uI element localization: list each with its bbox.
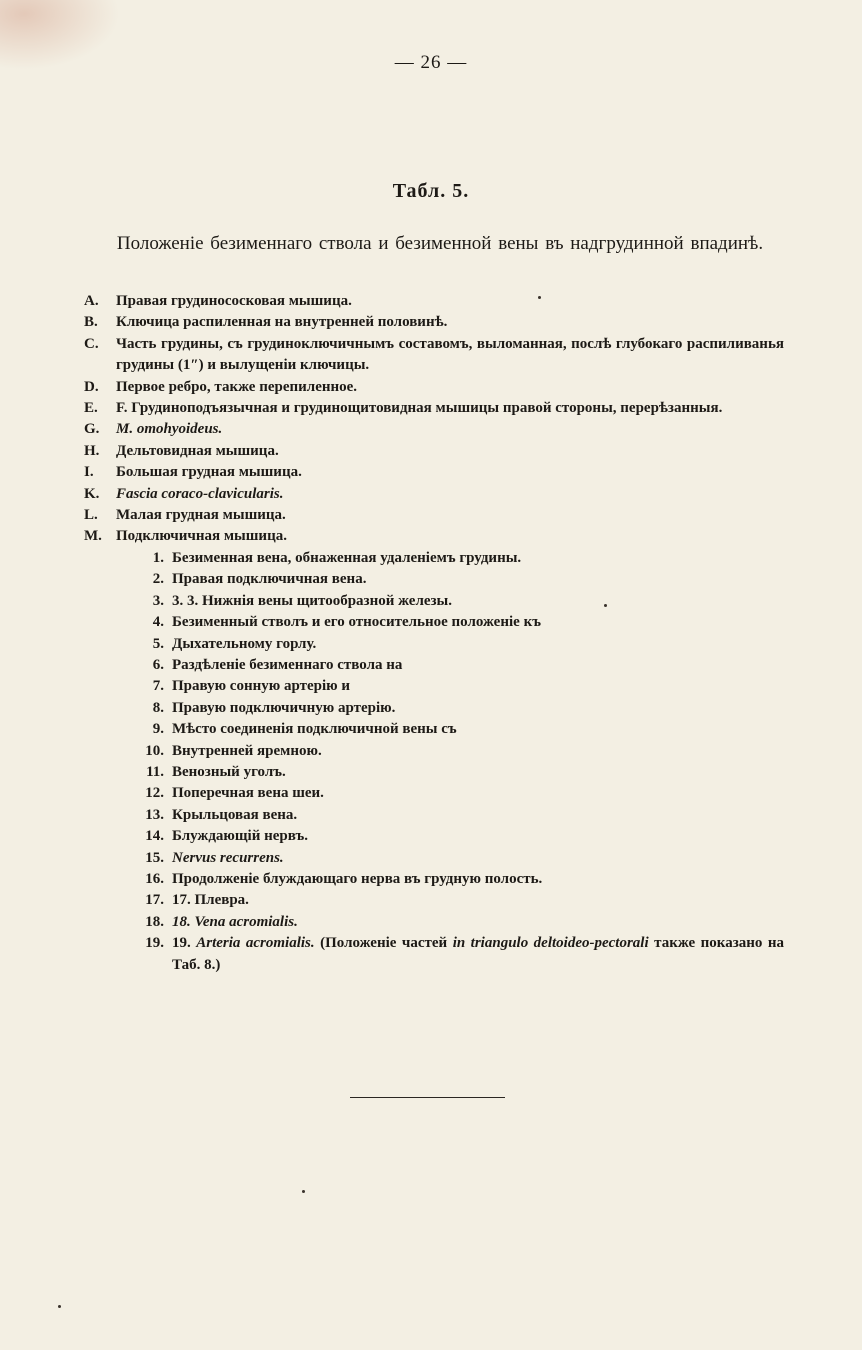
- paper-speck: [302, 1190, 305, 1193]
- legend-item-15: 15. Nervus recurrens.: [145, 849, 284, 866]
- table-caption: Положенiе безименнаго ствола и безименной вены въ надгрудинной впадинѣ.: [116, 233, 764, 254]
- legend-item-6: 6. Раздѣленiе безименнаго ствола на: [152, 656, 403, 673]
- legend-item-l: L. Малая грудная мышица.: [84, 507, 286, 524]
- legend-item-k: K. Fascia coraco-clavicularis.: [84, 485, 284, 502]
- legend-item-18: 18. 18. Vena acromialis.: [145, 913, 298, 930]
- legend-item-1: 1. Безименная вена, обнаженная удаленiемъ грудины.: [152, 549, 522, 566]
- item-19-prefix: 19.: [172, 935, 191, 952]
- legend-item-14: 14. Блуждающiй нервъ.: [145, 828, 308, 845]
- legend-item-5: 5. Дыхательному горлу.: [152, 635, 317, 652]
- legend-item-8: 8. Правую подключичную артерiю.: [152, 699, 396, 716]
- legend-item-9: 9. Мѣсто соединенiя подключичной вены съ: [152, 721, 457, 738]
- item-19-mid: (Положенiе частей: [320, 935, 448, 952]
- legend-item-e: E. F. Грудиноподъязычная и грудинощитовидная мышицы правой стороны, перерѣзанныя.: [84, 400, 723, 417]
- legend-item-b: B. Ключица распиленная на внутренней половинѣ.: [84, 314, 448, 331]
- legend-item-17: 17. 17. Плевра.: [145, 892, 249, 909]
- table-title: Табл. 5.: [392, 180, 470, 202]
- page-number: — 26 —: [394, 52, 468, 73]
- legend-item-2: 2. Правая подключичная вена.: [152, 571, 367, 588]
- item-19-suffix: также показано на Таб. 8.): [172, 935, 784, 973]
- legend-item-13: 13. Крыльцовая вена.: [145, 806, 298, 823]
- paper-speck: [58, 1305, 61, 1308]
- paper-speck: [604, 604, 607, 607]
- item-19-italic-region: in triangulo deltoideo-pectorali: [452, 935, 649, 952]
- legend-item-10: 10. Внутренней яремною.: [145, 742, 322, 759]
- legend-item-c: C. Часть грудины, съ грудиноключичнымъ составомъ, выломанная, послѣ глубокаго распиливанья грудины (1″) и вылущенiи ключицы.: [84, 335, 784, 374]
- paper-speck: [538, 296, 541, 299]
- legend-item-7: 7. Правую сонную артерiю и: [152, 678, 351, 695]
- legend-item-i: I. Большая грудная мышица.: [84, 464, 302, 481]
- legend-item-3: 3. 3. 3. Нижнiя вены щитообразной железы.: [152, 592, 453, 609]
- item-19-italic-name: Arteria acromialis.: [196, 935, 315, 952]
- legend-item-h: H. Дельтовидная мышица.: [84, 442, 279, 459]
- legend-item-19: 19. 19. Arteria acromialis. (Положенiе частей in triangulo deltoideo-pectorali также показано на Таб. 8.): [145, 935, 784, 973]
- legend-list: [84, 291, 784, 976]
- legend-item-g: G. M. omohyoideus.: [84, 421, 223, 438]
- legend-item-12: 12. Поперечная вена шеи.: [145, 785, 324, 802]
- legend-item-11: 11. Венозный уголъ.: [146, 763, 286, 780]
- legend-item-4: 4. Безименный стволъ и его относительное положенiе къ: [152, 614, 541, 631]
- legend-item-d: D. Первое ребро, также перепиленное.: [84, 378, 358, 395]
- legend-item-m: M. Подключичная мышица.: [84, 528, 287, 545]
- closing-rule: [350, 1097, 505, 1098]
- legend-item-a: A. Правая грудинососковая мышица.: [84, 293, 352, 309]
- legend-item-16: 16. Продолженiе блуждающаго нерва въ грудную полость.: [145, 870, 543, 887]
